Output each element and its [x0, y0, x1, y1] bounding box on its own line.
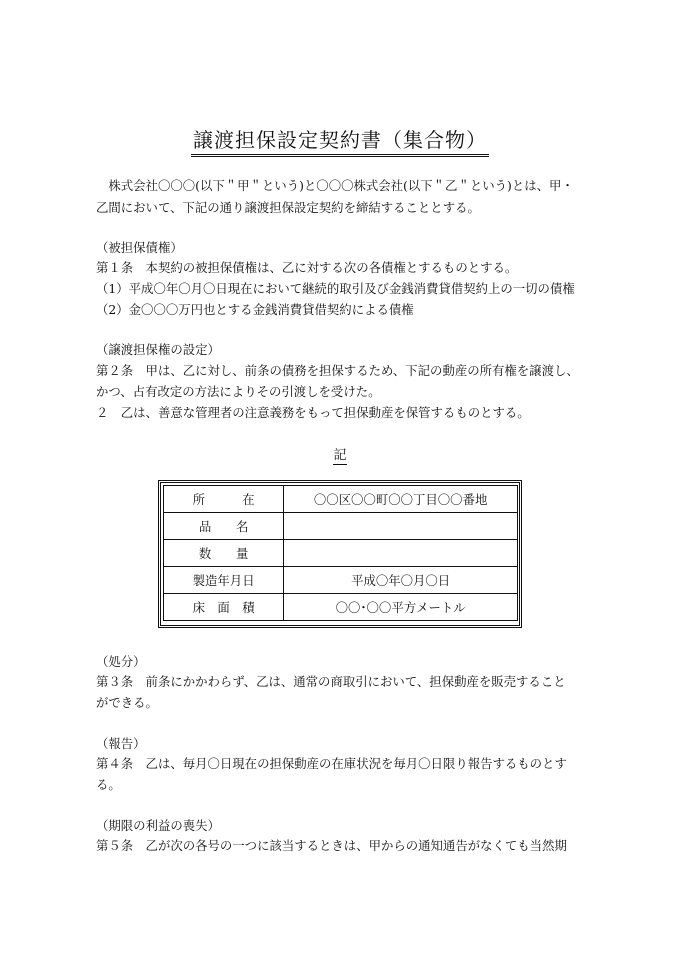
section-heading: （被担保債権） [96, 240, 183, 255]
clause-line: ができる。 [96, 695, 158, 710]
clause-line: 第２条 甲は、乙に対し、前条の債務を担保するため、下記の動産の所有権を譲渡し、 [96, 363, 579, 378]
table-row [164, 513, 518, 540]
clause-line: 第５条 乙が次の各号の一つに該当するときは、甲からの通知通告がなくても当然期 [96, 838, 567, 853]
clause-line: る。 [96, 777, 121, 792]
table-row [164, 594, 518, 621]
table-row [164, 540, 518, 567]
document-title: 譲渡担保設定契約書（集合物） [0, 124, 680, 153]
preamble-line: 乙間において、下記の通り譲渡担保設定契約を締結することとする。 [96, 200, 480, 215]
row-label: 品 名 [164, 513, 284, 540]
ki-heading: 記 [333, 448, 347, 463]
row-label: 数 量 [164, 540, 284, 567]
row-label: 所 在 [164, 486, 284, 513]
row-value: 平成〇年〇月〇日 [284, 567, 518, 594]
row-label: 床 面 積 [164, 594, 284, 621]
section-heading: （期限の利益の喪失） [96, 818, 220, 833]
clause-line: （2）金〇〇〇万円也とする金銭消費貸借契約による債権 [96, 302, 414, 317]
row-value: 〇〇･〇〇平方メートル [284, 594, 518, 621]
section-heading: （処分） [96, 654, 146, 669]
preamble-line: 株式会社〇〇〇(以下＂甲＂という)と〇〇〇株式会社(以下＂乙＂という)とは、甲・ [96, 178, 574, 193]
row-value [284, 540, 518, 567]
section-heading: （譲渡担保権の設定） [96, 342, 220, 357]
table-row [164, 567, 518, 594]
clause-line: ２ 乙は、善意な管理者の注意義務をもって担保動産を保管するものとする。 [96, 405, 530, 420]
row-value: 〇〇区〇〇町〇〇丁目〇〇番地 [284, 486, 518, 513]
clause-line: 第３条 前条にかかわらず、乙は、通常の商取引において、担保動産を販売すること [96, 674, 566, 689]
clause-line: 第４条 乙は、毎月〇日現在の担保動産の在庫状況を毎月〇日限り報告するものとす [96, 756, 567, 771]
row-value [284, 513, 518, 540]
table-row [164, 486, 518, 513]
clause-line: （1）平成〇年〇月〇日現在において継続的取引及び金銭消費貸借契約上の一切の債権 [96, 281, 575, 296]
clause-line: 第１条 本契約の被担保債権は、乙に対する次の各債権とするものとする。 [96, 260, 518, 275]
spec-table [163, 485, 518, 621]
clause-line: かつ、占有改定の方法によりその引渡しを受けた。 [96, 384, 381, 399]
section-heading: （報告） [96, 736, 146, 751]
row-label: 製造年月日 [164, 567, 284, 594]
